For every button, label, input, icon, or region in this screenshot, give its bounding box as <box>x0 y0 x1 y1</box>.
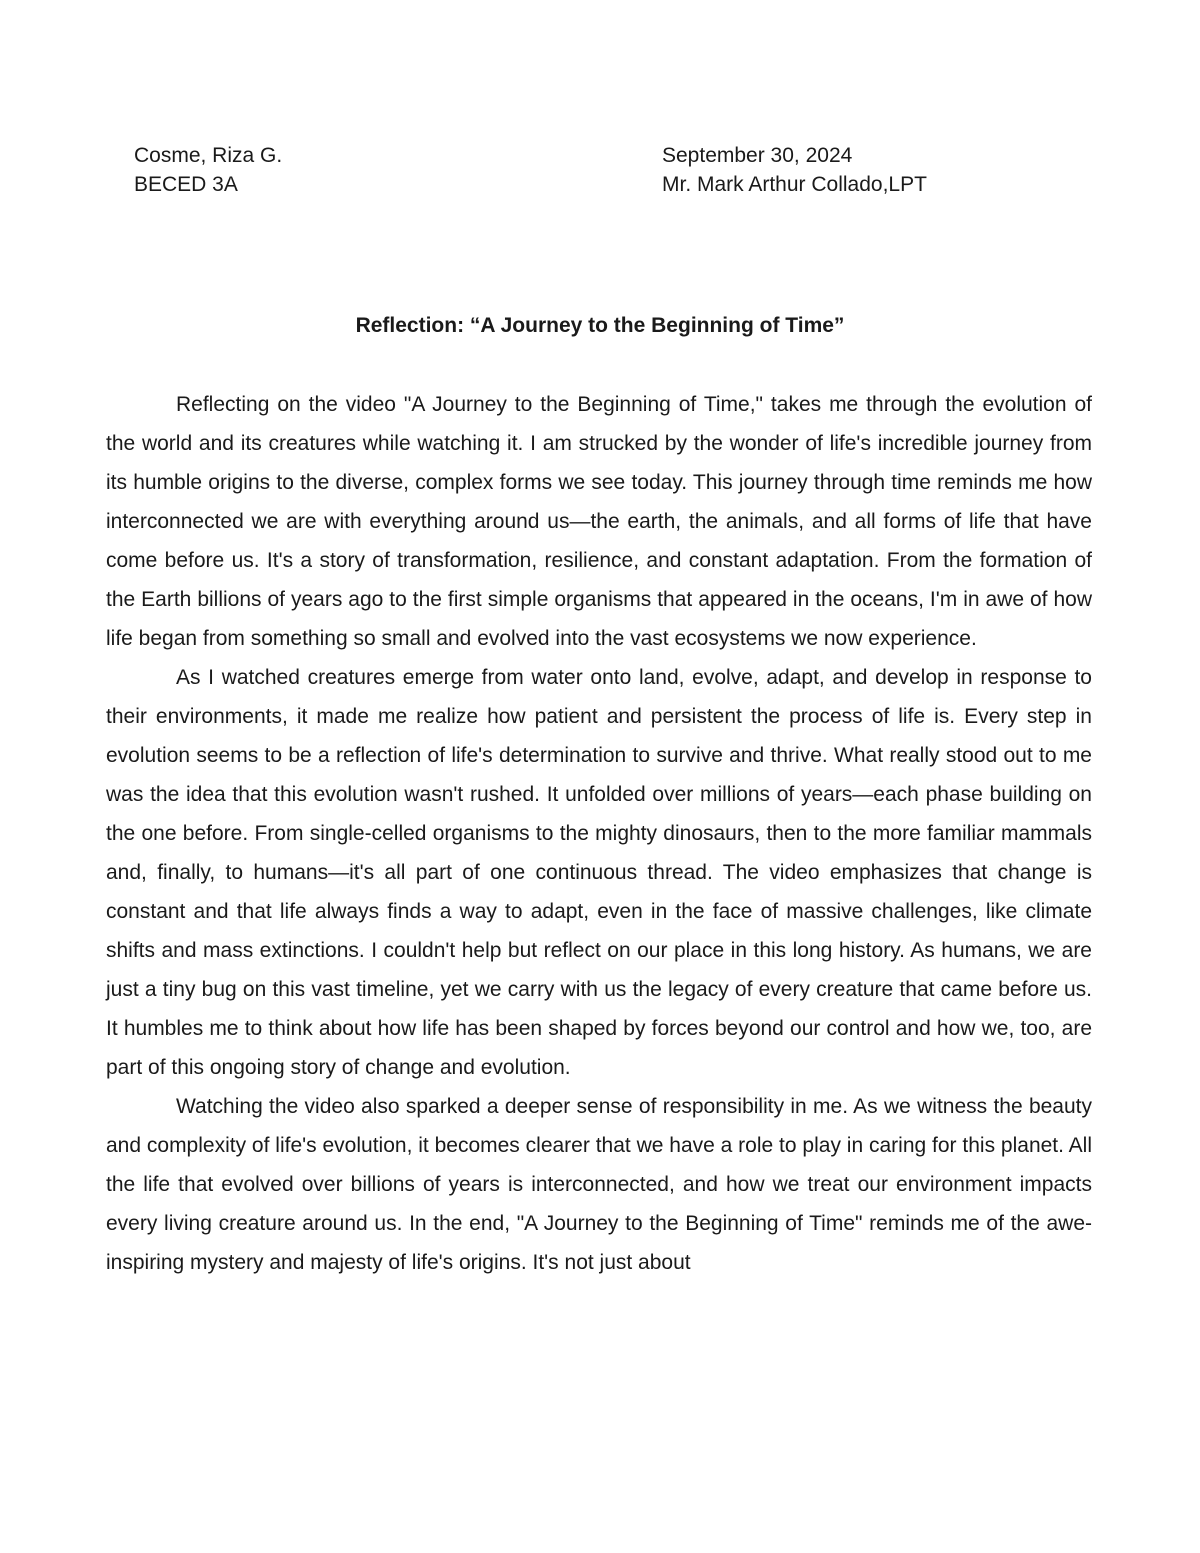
student-name: Cosme, Riza G. <box>134 144 283 167</box>
paragraph-3: Watching the video also sparked a deeper sense of responsibility in me. As we witness the beauty and complexity of life's evolution, it becomes clearer that we have a role to play in caring for this planet. All the life that evolved over billions of years is interconnected, and how we treat our environment impacts every living creature around us. In the end, "A Journey to the Beginning of Time" reminds me of the awe-inspiring mystery and majesty of life's origins. It's not just about <box>106 1095 1092 1274</box>
document-title: Reflection: “A Journey to the Beginning of Time” <box>355 314 845 337</box>
instructor-name: Mr. Mark Arthur Collado,LPT <box>662 173 927 196</box>
student-info <box>134 141 282 199</box>
paragraph-2: As I watched creatures emerge from water onto land, evolve, adapt, and develop in response to their environments, it made me realize how patient and persistent the process of life is. Every step in evolution seems to be a reflection of life's determination to survive and thrive. What really stood out to me was the idea that this evolution wasn't rushed. It unfolded over millions of years—each phase building on the one before. From single-celled organisms to the mighty dinosaurs, then to the more familiar mammals and, finally, to humans—it's all part of one continuous thread. The video emphasizes that change is constant and that life always finds a way to adapt, even in the face of massive challenges, like climate shifts and mass extinctions. I couldn't help but reflect on our place in this long history. As humans, we are just a tiny bug on this vast timeline, yet we carry with us the legacy of every creature that came before us. It humbles me to think about how life has been shaped by forces beyond our control and how we, too, are part of this ongoing story of change and evolution. <box>106 666 1092 1079</box>
submission-date: September 30, 2024 <box>662 144 853 167</box>
submission-info <box>662 141 927 199</box>
document-body <box>106 385 1092 1282</box>
student-section: BECED 3A <box>134 173 238 196</box>
paragraph-1: Reflecting on the video "A Journey to the Beginning of Time," takes me through the evolution of the world and its creatures while watching it. I am strucked by the wonder of life's incredible journey from its humble origins to the diverse, complex forms we see today. This journey through time reminds me how interconnected we are with everything around us—the earth, the animals, and all forms of life that have come before us. It's a story of transformation, resilience, and constant adaptation. From the formation of the Earth billions of years ago to the first simple organisms that appeared in the oceans, I'm in awe of how life began from something so small and evolved into the vast ecosystems we now experience. <box>106 393 1092 650</box>
